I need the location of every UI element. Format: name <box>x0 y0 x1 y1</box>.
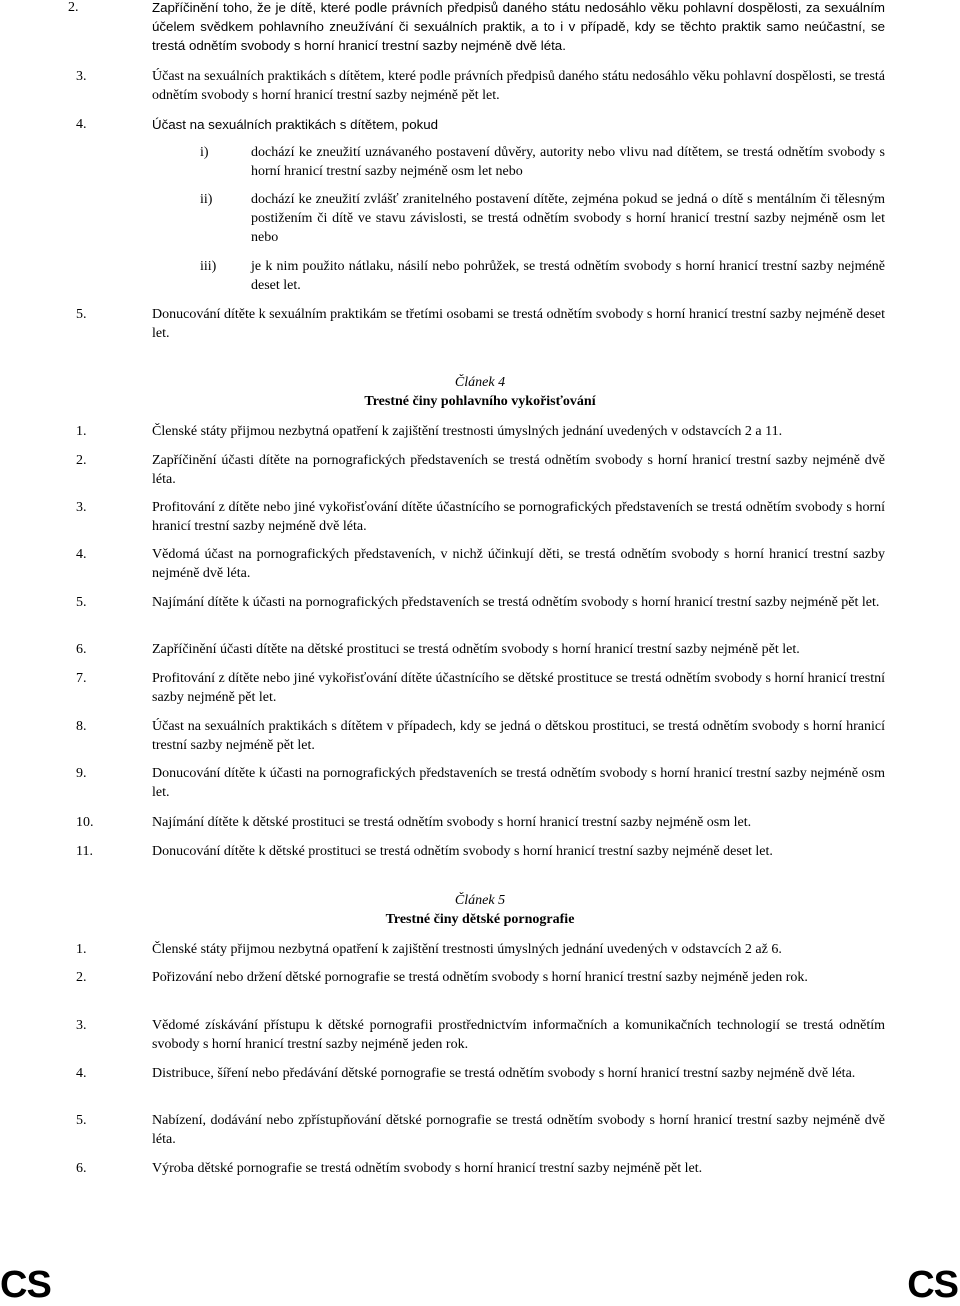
paragraph-number: 1. <box>76 424 87 439</box>
paragraph-text: Vědomá účast na pornografických představeních, v nichž účinkují děti, se trestá odnětím svobody s horní hranicí trestní sazby nejméně dvě léta. <box>152 547 885 581</box>
article-4-title: Trestné činy pohlavního vykořisťování <box>364 394 596 409</box>
paragraph-text: Donucování dítěte k sexuálním praktikám se třetími osobami se trestá odnětím svobody s horní hranicí trestní sazby nejméně deset let. <box>152 307 885 341</box>
paragraph-number: 3. <box>76 500 87 515</box>
paragraph-number: 5. <box>76 1113 87 1128</box>
footer-language-code-right: CS <box>907 1264 958 1306</box>
paragraph-text: Pořizování nebo držení dětské pornografie se trestá odnětím svobody s horní hranicí trestní sazby nejméně jeden rok. <box>152 970 808 985</box>
paragraph-number: 3. <box>76 69 87 84</box>
paragraph-number: 10. <box>76 815 94 830</box>
paragraph-text: Zapříčinění toho, že je dítě, které podle právních předpisů daného státu nedosáhlo věku pohlavní dospělosti, za sexuálním účelem svědkem pohlavního zneužívání či sexuálních praktik, a to i v případě, kdy se těchto praktik samo neúčastní, se trestá odnětím svobody s horní hranicí trestní sazby nejméně dvě léta. <box>152 0 885 53</box>
paragraph-number: 6. <box>76 1161 87 1176</box>
paragraph-number: 5. <box>76 307 87 322</box>
subparagraph-text: dochází ke zneužití uznávaného postavení důvěry, autority nebo vlivu nad dítětem, se trestá odnětím svobody s horní hranicí trestní sazby nejméně osm let nebo <box>251 145 885 179</box>
subparagraph-text: dochází ke zneužití zvlášť zranitelného postavení dítěte, zejména pokud se jedná o dítě s mentálním či tělesným postižením či dítě ve stavu závislosti, se trestá odnětím svobody s horní hranicí trestní sazby nejméně osm let nebo <box>251 192 885 245</box>
paragraph-number: 2. <box>76 970 87 985</box>
paragraph-text: Profitování z dítěte nebo jiné vykořisťování dítěte účastnícího se dětské prostituce se trestá odnětím svobody s horní hranicí trestní sazby nejméně pět let. <box>152 671 885 705</box>
paragraph-text: Zapříčinění účasti dítěte na dětské prostituci se trestá odnětím svobody s horní hranicí trestní sazby nejméně pět let. <box>152 642 800 657</box>
paragraph-number: 2. <box>76 453 87 468</box>
paragraph-number: 4. <box>76 547 87 562</box>
paragraph-number: 7. <box>76 671 87 686</box>
paragraph-number: 11. <box>76 844 93 859</box>
paragraph-text: Donucování dítěte k účasti na pornografických představeních se trestá odnětím svobody s horní hranicí trestní sazby nejméně osm let. <box>152 766 885 800</box>
footer-language-code-left: CS <box>0 1264 51 1306</box>
paragraph-text: Najímání dítěte k dětské prostituci se trestá odnětím svobody s horní hranicí trestní sazby nejméně osm let. <box>152 815 752 830</box>
article-4-label: Článek 4 <box>454 375 506 390</box>
paragraph-text: Členské státy přijmou nezbytná opatření k zajištění trestnosti úmyslných jednání uvedených v odstavcích 2 až 6. <box>152 942 782 957</box>
paragraph-number: 4. <box>76 117 87 132</box>
paragraph-text: Najímání dítěte k účasti na pornografických představeních se trestá odnětím svobody s horní hranicí trestní sazby nejméně pět let. <box>152 595 880 610</box>
paragraph-number: 5. <box>76 595 87 610</box>
paragraph-number: 3. <box>76 1018 87 1033</box>
paragraph-text: Členské státy přijmou nezbytná opatření k zajištění trestnosti úmyslných jednání uvedených v odstavcích 2 a 11. <box>152 424 783 439</box>
paragraph-text: Profitování z dítěte nebo jiné vykořisťování dítěte účastnícího se pornografických představeních se trestá odnětím svobody s horní hranicí trestní sazby nejméně dvě léta. <box>152 500 885 534</box>
paragraph-text: Distribuce, šíření nebo předávání dětské pornografie se trestá odnětím svobody s horní hranicí trestní sazby nejméně dvě léta. <box>152 1066 856 1081</box>
subparagraph-text: je k nim použito nátlaku, násilí nebo pohrůžek, se trestá odnětím svobody s horní hranicí trestní sazby nejméně deset let. <box>251 259 885 293</box>
paragraph-number: 2. <box>68 0 79 15</box>
paragraph-number: 8. <box>76 719 87 734</box>
paragraph-text: Donucování dítěte k dětské prostituci se trestá odnětím svobody s horní hranicí trestní sazby nejméně deset let. <box>152 844 773 859</box>
paragraph-text: Nabízení, dodávání nebo zpřístupňování dětské pornografie se trestá odnětím svobody s horní hranicí trestní sazby nejméně dvě léta. <box>152 1113 885 1147</box>
paragraph-text: Vědomé získávání přístupu k dětské pornografii prostřednictvím informačních a komunikačních technologií se trestá odnětím svobody s horní hranicí trestní sazby nejméně jeden rok. <box>152 1018 885 1052</box>
article-5-title: Trestné činy dětské pornografie <box>385 912 575 927</box>
paragraph-text: Účast na sexuálních praktikách s dítětem v případech, kdy se jedná o dětskou prostituci, se trestá odnětím svobody s horní hranicí trestní sazby nejméně pět let. <box>152 719 885 753</box>
paragraph-number: 9. <box>76 766 87 781</box>
paragraph-text: Výroba dětské pornografie se trestá odnětím svobody s horní hranicí trestní sazby nejméně pět let. <box>152 1161 703 1176</box>
subparagraph-number: iii) <box>200 259 217 274</box>
paragraph-text: Účast na sexuálních praktikách s dítětem, které podle právních předpisů daného státu nedosáhlo věku pohlavní dospělosti, se trestá odnětím svobody s horní hranicí trestní sazby nejméně pět let. <box>152 69 885 103</box>
paragraph-text: Účast na sexuálních praktikách s dítětem, pokud <box>152 117 439 132</box>
article-5-label: Článek 5 <box>454 893 506 908</box>
subparagraph-number: i) <box>200 145 209 160</box>
paragraph-number: 6. <box>76 642 87 657</box>
subparagraph-number: ii) <box>200 192 213 207</box>
paragraph-text: Zapříčinění účasti dítěte na pornografických představeních se trestá odnětím svobody s horní hranicí trestní sazby nejméně dvě léta. <box>152 453 885 487</box>
paragraph-number: 4. <box>76 1066 87 1081</box>
paragraph-number: 1. <box>76 942 87 957</box>
